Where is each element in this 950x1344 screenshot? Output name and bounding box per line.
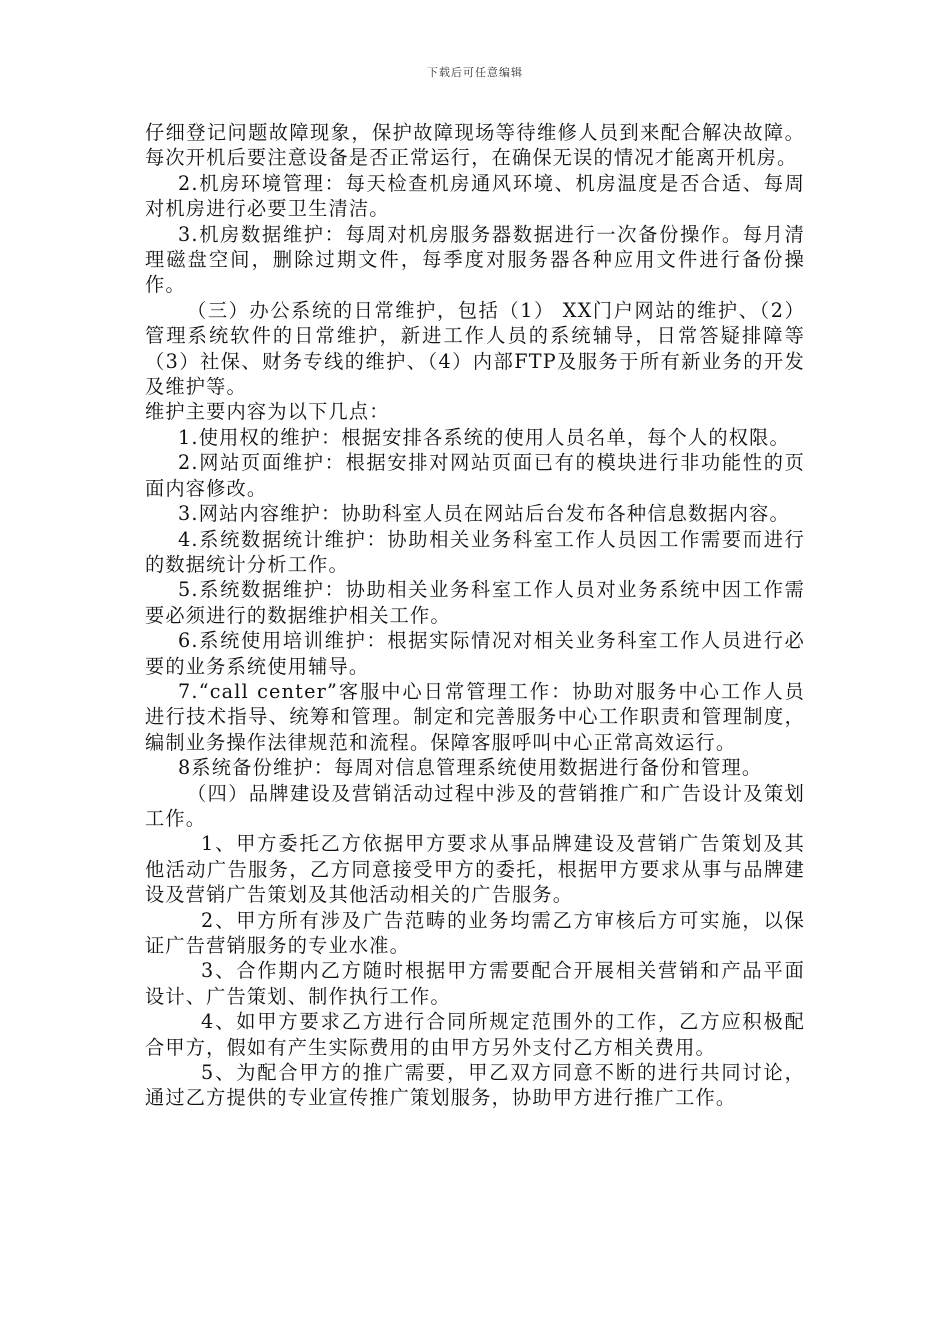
list-item-content-maintenance: 3.网站内容维护：协助科室人员在网站后台发布各种信息数据内容。 <box>178 502 790 526</box>
clause-item-5: 5、为配合甲方的推广需要，甲乙双方同意不断的进行共同讨论，通过乙方提供的专业宣传推广策划服务，协助甲方进行推广工作。 <box>145 1061 805 1110</box>
section-heading-four: （四）品牌建设及营销活动过程中涉及的营销推广和广告设计及策划工作。 <box>145 781 805 830</box>
list-item-training: 6.系统使用培训维护：根据实际情况对相关业务科室工作人员进行必要的业务系统使用辅导。 <box>145 629 805 678</box>
list-item-data-maintenance: 5.系统数据维护：协助相关业务科室工作人员对业务系统中因工作需要必须进行的数据维护相关工作。 <box>145 578 805 627</box>
page-header: 下载后可任意编辑 <box>427 66 523 79</box>
paragraph-room-data: 3.机房数据维护：每周对机房服务器数据进行一次备份操作。每月清理磁盘空间，删除过期文件，每季度对服务器各种应用文件进行备份操作。 <box>145 222 805 297</box>
section-heading-three: （三）办公系统的日常维护，包括（1） XX门户网站的维护、（2）管理系统软件的日常维护，新进工作人员的系统辅导，日常答疑排障等（3）社保、财务专线的维护、（4）内部FTP及服务于所有新业务的开发及维护等。 <box>145 298 805 399</box>
list-item-backup: 8系统备份维护：每周对信息管理系统使用数据进行备份和管理。 <box>178 756 763 780</box>
list-item-permissions: 1.使用权的维护：根据安排各系统的使用人员名单，每个人的权限。 <box>178 425 790 449</box>
list-item-statistics: 4.系统数据统计维护：协助相关业务科室工作人员因工作需要而进行的数据统计分析工作。 <box>145 527 805 576</box>
list-item-call-center: 7.“call center”客服中心日常管理工作：协助对服务中心工作人员进行技术指导、统筹和管理。制定和完善服务中心工作职责和管理制度，编制业务操作法律规范和流程。保障客服呼叫中心正常高效运行。 <box>145 679 805 754</box>
clause-item-2: 2、甲方所有涉及广告范畴的业务均需乙方审核后方可实施，以保证广告营销服务的专业水准。 <box>145 908 805 957</box>
clause-item-4: 4、如甲方要求乙方进行合同所规定范围外的工作，乙方应积极配合甲方，假如有产生实际费用的由甲方另外支付乙方相关费用。 <box>145 1010 805 1059</box>
paragraph-continuation: 仔细登记问题故障现象，保护故障现场等待维修人员到来配合解决故障。每次开机后要注意设备是否正常运行，在确保无误的情况才能离开机房。 <box>145 121 805 170</box>
clause-item-1: 1、甲方委托乙方依据甲方要求从事品牌建设及营销广告策划及其他活动广告服务，乙方同意接受甲方的委托，根据甲方要求从事与品牌建设及营销广告策划及其他活动相关的广告服务。 <box>145 832 805 907</box>
clause-item-3: 3、合作期内乙方随时根据甲方需要配合开展相关营销和产品平面设计、广告策划、制作执行工作。 <box>145 959 805 1008</box>
paragraph-room-environment: 2.机房环境管理：每天检查机房通风环境、机房温度是否合适、每周对机房进行必要卫生清洁。 <box>145 171 805 221</box>
document-body <box>145 120 805 1111</box>
list-item-page-maintenance: 2.网站页面维护：根据安排对网站页面已有的模块进行非功能性的页面内容修改。 <box>145 451 805 500</box>
paragraph-maintenance-intro: 维护主要内容为以下几点： <box>145 400 390 424</box>
